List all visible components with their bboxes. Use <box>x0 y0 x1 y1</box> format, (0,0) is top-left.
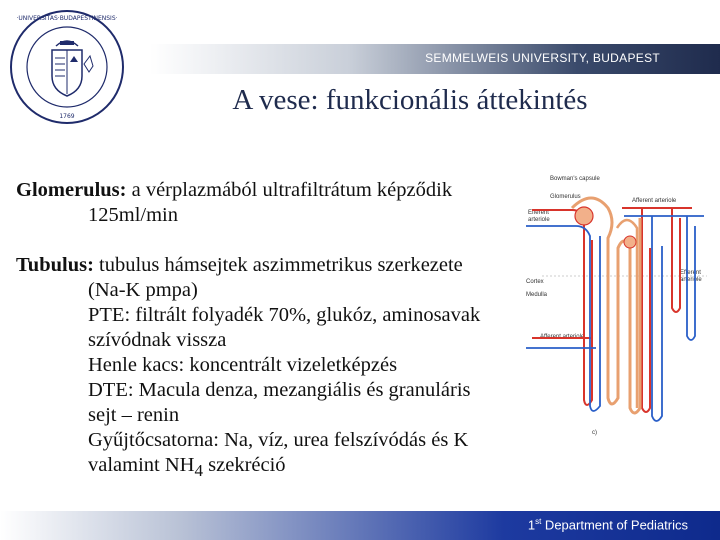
efferent-right-label-1: Efferent <box>680 270 701 276</box>
efferent-right-label-2: arteriole <box>680 277 702 283</box>
department-name: 1st Department of Pediatrics <box>527 517 688 533</box>
efferent-label-2: arteriole <box>528 217 550 223</box>
tubulus-detail-line: szívódnak vissza <box>88 329 227 351</box>
efferent-label-1: Efferent <box>528 210 549 216</box>
tubulus-line <box>16 253 521 278</box>
vein-vessel <box>526 226 600 411</box>
tubulus-detail-line: Gyűjtőcsatorna: Na, víz, urea felszívódás és K <box>88 429 469 451</box>
svg-text:·UNIVERSITAS·BUDAPESTINENSIS·: ·UNIVERSITAS·BUDAPESTINENSIS· <box>16 15 118 22</box>
panel-label: c) <box>592 430 597 436</box>
cortex-label: Cortex <box>526 279 544 285</box>
slide-body <box>16 178 521 483</box>
university-banner <box>150 44 720 74</box>
tubule <box>617 220 637 408</box>
glomerulus-knot <box>575 207 593 225</box>
afferent-top-label: Afferent arteriole <box>632 198 677 204</box>
artery-vessel <box>532 210 592 405</box>
tubule <box>572 198 640 413</box>
slide-title: A vese: funkcionális áttekintés <box>232 84 588 116</box>
tubulus-last-line: valamint $NH_4$ szekréció <box>88 454 286 481</box>
nephron-diagram <box>512 168 712 458</box>
tubulus-detail-line: Henle kacs: koncentrált vizeletképzés <box>88 354 398 376</box>
glomerulus-rate: 125ml/min <box>88 204 178 226</box>
tubulus-detail-line: sejt – renin <box>88 404 180 426</box>
footer-bar <box>0 511 720 540</box>
glomerulus-label: Glomerulus: <box>16 179 127 201</box>
tubulus-text: tubulus hámsejtek aszimmetrikus szerkezete <box>93 254 463 276</box>
svg-text:1769: 1769 <box>59 113 75 120</box>
medulla-label: Medulla <box>526 292 548 298</box>
glomerulus-text: a vérplazmából ultrafiltrátum képződik <box>126 179 453 201</box>
tubulus-detail-line: DTE: Macula denza, mezangiális és granuláris <box>88 379 471 401</box>
glomerulus-label-diagram: Glomerulus <box>550 194 581 200</box>
university-seal-logo <box>8 8 126 126</box>
bowman-capsule-label: Bowman's capsule <box>550 176 600 182</box>
tubulus-detail-line: PTE: filtrált folyadék 70%, glukóz, aminosavak <box>88 304 481 326</box>
tubulus-detail-line: (Na-K pmpa) <box>88 279 198 301</box>
tubulus-label: Tubulus: <box>16 254 94 276</box>
afferent-bottom-label: Afferent arteriole <box>540 334 585 340</box>
university-name: SEMMELWEIS UNIVERSITY, BUDAPEST <box>425 51 660 65</box>
glomerulus-knot <box>624 236 636 248</box>
glomerulus-line <box>16 178 521 203</box>
